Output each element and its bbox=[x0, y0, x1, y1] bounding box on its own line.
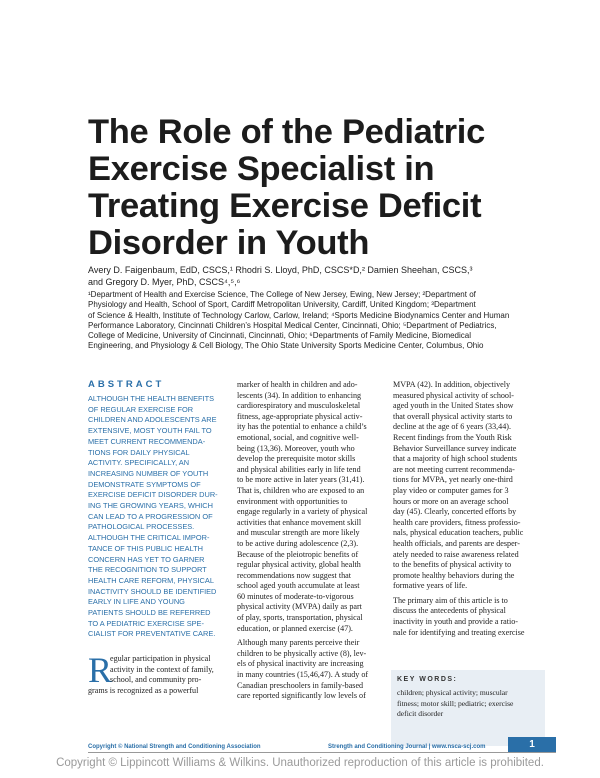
body-line: health care providers, fitness professio- bbox=[393, 517, 521, 527]
keywords-line: fitness; motor skill; pediatric; exercise bbox=[397, 698, 514, 708]
body-line: nale for identifying and treating exercise bbox=[393, 627, 525, 637]
body-line: emotional, social, and cognitive well- bbox=[237, 432, 359, 442]
body-line: egular participation in physical bbox=[110, 654, 211, 663]
title-line: Exercise Specialist in bbox=[88, 150, 435, 188]
body-line: discuss the antecedents of physical bbox=[393, 606, 506, 616]
author-line: and Gregory D. Myer, PhD, CSCS⁴,⁵,⁶ bbox=[88, 276, 241, 287]
body-line: tions for MVPA, yet nearly one-third bbox=[393, 475, 513, 485]
affiliation-line: of Science & Health, Institute of Technology Carlow, Carlow, Ireland; ⁴Sports Medicine Biodynamics Center and Human bbox=[88, 310, 510, 320]
body-line: promote healthy behaviors during the bbox=[393, 570, 515, 580]
body-line: in many countries (15,46,47). A study of bbox=[237, 670, 369, 680]
abstract-line: TIONS FOR DAILY PHYSICAL bbox=[88, 447, 190, 457]
author-list bbox=[88, 265, 558, 288]
abstract-line: CONCERN HAS YET TO GARNER bbox=[88, 554, 205, 564]
body-line: marker of health in children and ado- bbox=[237, 380, 358, 389]
author-line: Avery D. Faigenbaum, EdD, CSCS,¹ Rhodri S. Lloyd, PhD, CSCS*D,² Damien Sheehan, CSCS,³ bbox=[88, 265, 473, 275]
title-line: Treating Exercise Deficit bbox=[88, 187, 482, 225]
abstract-line: PATIENTS SHOULD BE REFERRED bbox=[88, 608, 211, 618]
body-line: environment with opportunities to bbox=[237, 496, 348, 506]
affiliations bbox=[88, 290, 560, 352]
abstract-line: CAN LEAD TO A PROGRESSION OF bbox=[88, 511, 213, 521]
page-number: 1 bbox=[508, 737, 556, 753]
body-line: to the benefits of physical activity to bbox=[393, 560, 512, 570]
title-line: Disorder in Youth bbox=[88, 224, 370, 262]
body-line: activities that enhance movement skill bbox=[237, 517, 362, 527]
body-line: children to be physically active (8), lev- bbox=[237, 648, 367, 658]
body-line: fitness, age-appropriate physical activ- bbox=[237, 411, 363, 421]
body-line: 60 minutes of moderate-to-vigorous bbox=[237, 591, 354, 601]
body-line: and physical abilities early in life tend bbox=[237, 464, 361, 474]
body-line: care reported significantly low levels of bbox=[237, 691, 366, 701]
body-line: that overall physical activity starts to bbox=[393, 411, 513, 421]
abstract-line: DEMONSTRATE SYMPTOMS OF bbox=[88, 479, 201, 489]
body-line: Behavior Surveillance survey indicate bbox=[393, 443, 517, 453]
body-line: grams is recognized as a powerful bbox=[88, 685, 199, 695]
keywords-box bbox=[391, 670, 545, 746]
body-line: Recent findings from the Youth Risk bbox=[393, 432, 512, 442]
copyright-watermark: Copyright © Lippincott Williams & Wilkins. Unauthorized reproduction of this article is prohibited. bbox=[56, 757, 544, 769]
title-line: The Role of the Pediatric bbox=[88, 113, 485, 151]
body-line: ately needed to raise awareness related bbox=[393, 549, 519, 559]
body-line: That is, children who are exposed to an bbox=[237, 485, 365, 495]
affiliation-line: ¹Department of Health and Exercise Science, The College of New Jersey, Ewing, New Jersey; ²Department of bbox=[88, 290, 476, 299]
body-line: Although many parents perceive their bbox=[237, 638, 360, 648]
body-line: lescents (34). In addition to enhancing bbox=[237, 390, 362, 400]
abstract-line: EXTENSIVE, MOST YOUTH FAIL TO bbox=[88, 426, 212, 436]
body-line: ity has the potential to enhance a child’s bbox=[237, 422, 367, 432]
body-column-2 bbox=[237, 380, 382, 702]
body-line: measured physical activity of school- bbox=[393, 390, 514, 400]
abstract-line: PATHOLOGICAL PROCESSES. bbox=[88, 522, 195, 532]
body-line: activity in the context of family, bbox=[110, 664, 214, 674]
abstract-line: ING THE GROWING YEARS, WHICH bbox=[88, 501, 213, 511]
body-line: of play, sports, transportation, physical bbox=[237, 613, 363, 623]
body-line: develop the prerequisite motor skills bbox=[237, 454, 356, 464]
keywords-line: deficit disorder bbox=[397, 709, 444, 718]
abstract-line: THE RECOGNITION TO SUPPORT bbox=[88, 565, 207, 575]
abstract-line: ACTIVITY. SPECIFICALLY, AN bbox=[88, 458, 190, 468]
body-line: and muscular strength are more likely bbox=[237, 528, 360, 538]
body-line: aged youth in the United States show bbox=[393, 401, 514, 411]
body-line: formative years of life. bbox=[393, 581, 468, 591]
body-line: are not meeting current recommenda- bbox=[393, 464, 515, 474]
abstract-body bbox=[88, 394, 222, 640]
abstract-line: INCREASING NUMBER OF YOUTH bbox=[88, 468, 209, 478]
body-line: to be active during adolescence (2,3). bbox=[237, 538, 359, 548]
body-line: that a majority of high school students bbox=[393, 454, 518, 464]
footer-journal-link[interactable]: Strength and Conditioning Journal | www.nsca-scj.com bbox=[328, 744, 486, 750]
body-line: The primary aim of this article is to bbox=[393, 595, 508, 605]
abstract-line: CHILDREN AND ADOLESCENTS ARE bbox=[88, 415, 217, 425]
body-line: health officials, and parents are desper- bbox=[393, 538, 520, 548]
body-line: decline at the age of 6 years (33,44). bbox=[393, 422, 511, 432]
affiliation-line: Physiology and Health, School of Sport, Cardiff Metropolitan University, Cardiff, United Kingdom; ³Department bbox=[88, 300, 476, 310]
abstract-heading: ABSTRACT bbox=[88, 379, 165, 390]
body-column-1 bbox=[88, 650, 222, 696]
body-line: being (13,36). Moreover, youth who bbox=[237, 443, 355, 453]
abstract-line: OF REGULAR EXERCISE FOR bbox=[88, 404, 194, 414]
body-line: inactivity in youth and provide a ratio- bbox=[393, 617, 518, 627]
abstract-line: CIALIST FOR PREVENTATIVE CARE. bbox=[88, 629, 216, 639]
abstract-line: HEALTH CARE REFORM, PHYSICAL bbox=[88, 575, 214, 585]
footer-copyright: Copyright © National Strength and Conditioning Association bbox=[88, 744, 261, 750]
affiliation-line: Performance Laboratory, Cincinnati Children’s Hospital Medical Center, Cincinnati, Ohio; ⁵Department of Pediatrics, bbox=[88, 320, 497, 330]
body-line: play video or computer games for 3 bbox=[393, 485, 509, 495]
drop-cap: R bbox=[88, 650, 113, 690]
abstract-line: EXERCISE DEFICIT DISORDER DUR- bbox=[88, 490, 218, 500]
body-line: to be more active in later years (31,41). bbox=[237, 475, 365, 485]
body-line: engage regularly in a variety of physical bbox=[237, 507, 368, 517]
body-line: hours or more on an average school bbox=[393, 496, 509, 506]
affiliation-line: Engineering, and Physiology & Cell Biology, The Ohio State University Sports Medicine Center, Columbus, Ohio bbox=[88, 341, 484, 351]
keywords-heading: KEY WORDS: bbox=[397, 676, 458, 683]
abstract-line: TO A PEDIATRIC EXERCISE SPE- bbox=[88, 618, 204, 628]
article-title bbox=[88, 114, 548, 262]
body-line: Because of the pleiotropic benefits of bbox=[237, 549, 359, 559]
body-line: school, and community pro- bbox=[110, 675, 202, 685]
abstract-line: ALTHOUGH THE HEALTH BENEFITS bbox=[88, 394, 215, 403]
abstract-line: INACTIVITY SHOULD BE IDENTIFIED bbox=[88, 586, 217, 596]
body-line: day (45). Clearly, concerted efforts by bbox=[393, 507, 517, 517]
affiliation-line: College of Medicine, University of Cincinnati, Cincinnati, Ohio; ⁶Departments of Family Medicine, Biomedical bbox=[88, 331, 472, 341]
body-line: school aged youth accumulate at least bbox=[237, 581, 360, 591]
keywords-line: children; physical activity; muscular bbox=[397, 688, 508, 697]
body-column-3 bbox=[393, 380, 539, 638]
abstract-line: MEET CURRENT RECOMMENDA- bbox=[88, 436, 206, 446]
body-line: regular physical activity, global health bbox=[237, 560, 361, 570]
body-line: physical activity (MVPA) daily as part bbox=[237, 602, 362, 612]
body-line: els of physical inactivity are increasing bbox=[237, 659, 364, 669]
body-line: recommendations now suggest that bbox=[237, 570, 351, 580]
body-line: MVPA (42). In addition, objectively bbox=[393, 380, 511, 389]
body-line: cardiorespiratory and musculoskeletal bbox=[237, 401, 361, 411]
body-line: nals, physical education teachers, public bbox=[393, 528, 524, 538]
abstract-line: ALTHOUGH THE CRITICAL IMPOR- bbox=[88, 533, 210, 543]
abstract-line: EARLY IN LIFE AND YOUNG bbox=[88, 597, 185, 607]
abstract-line: TANCE OF THIS PUBLIC HEALTH bbox=[88, 543, 203, 553]
footer-divider bbox=[88, 752, 556, 753]
body-line: education, or planned exercise (47). bbox=[237, 623, 353, 633]
body-line: Canadian preschoolers in family-based bbox=[237, 680, 364, 690]
keywords-list bbox=[397, 688, 542, 720]
